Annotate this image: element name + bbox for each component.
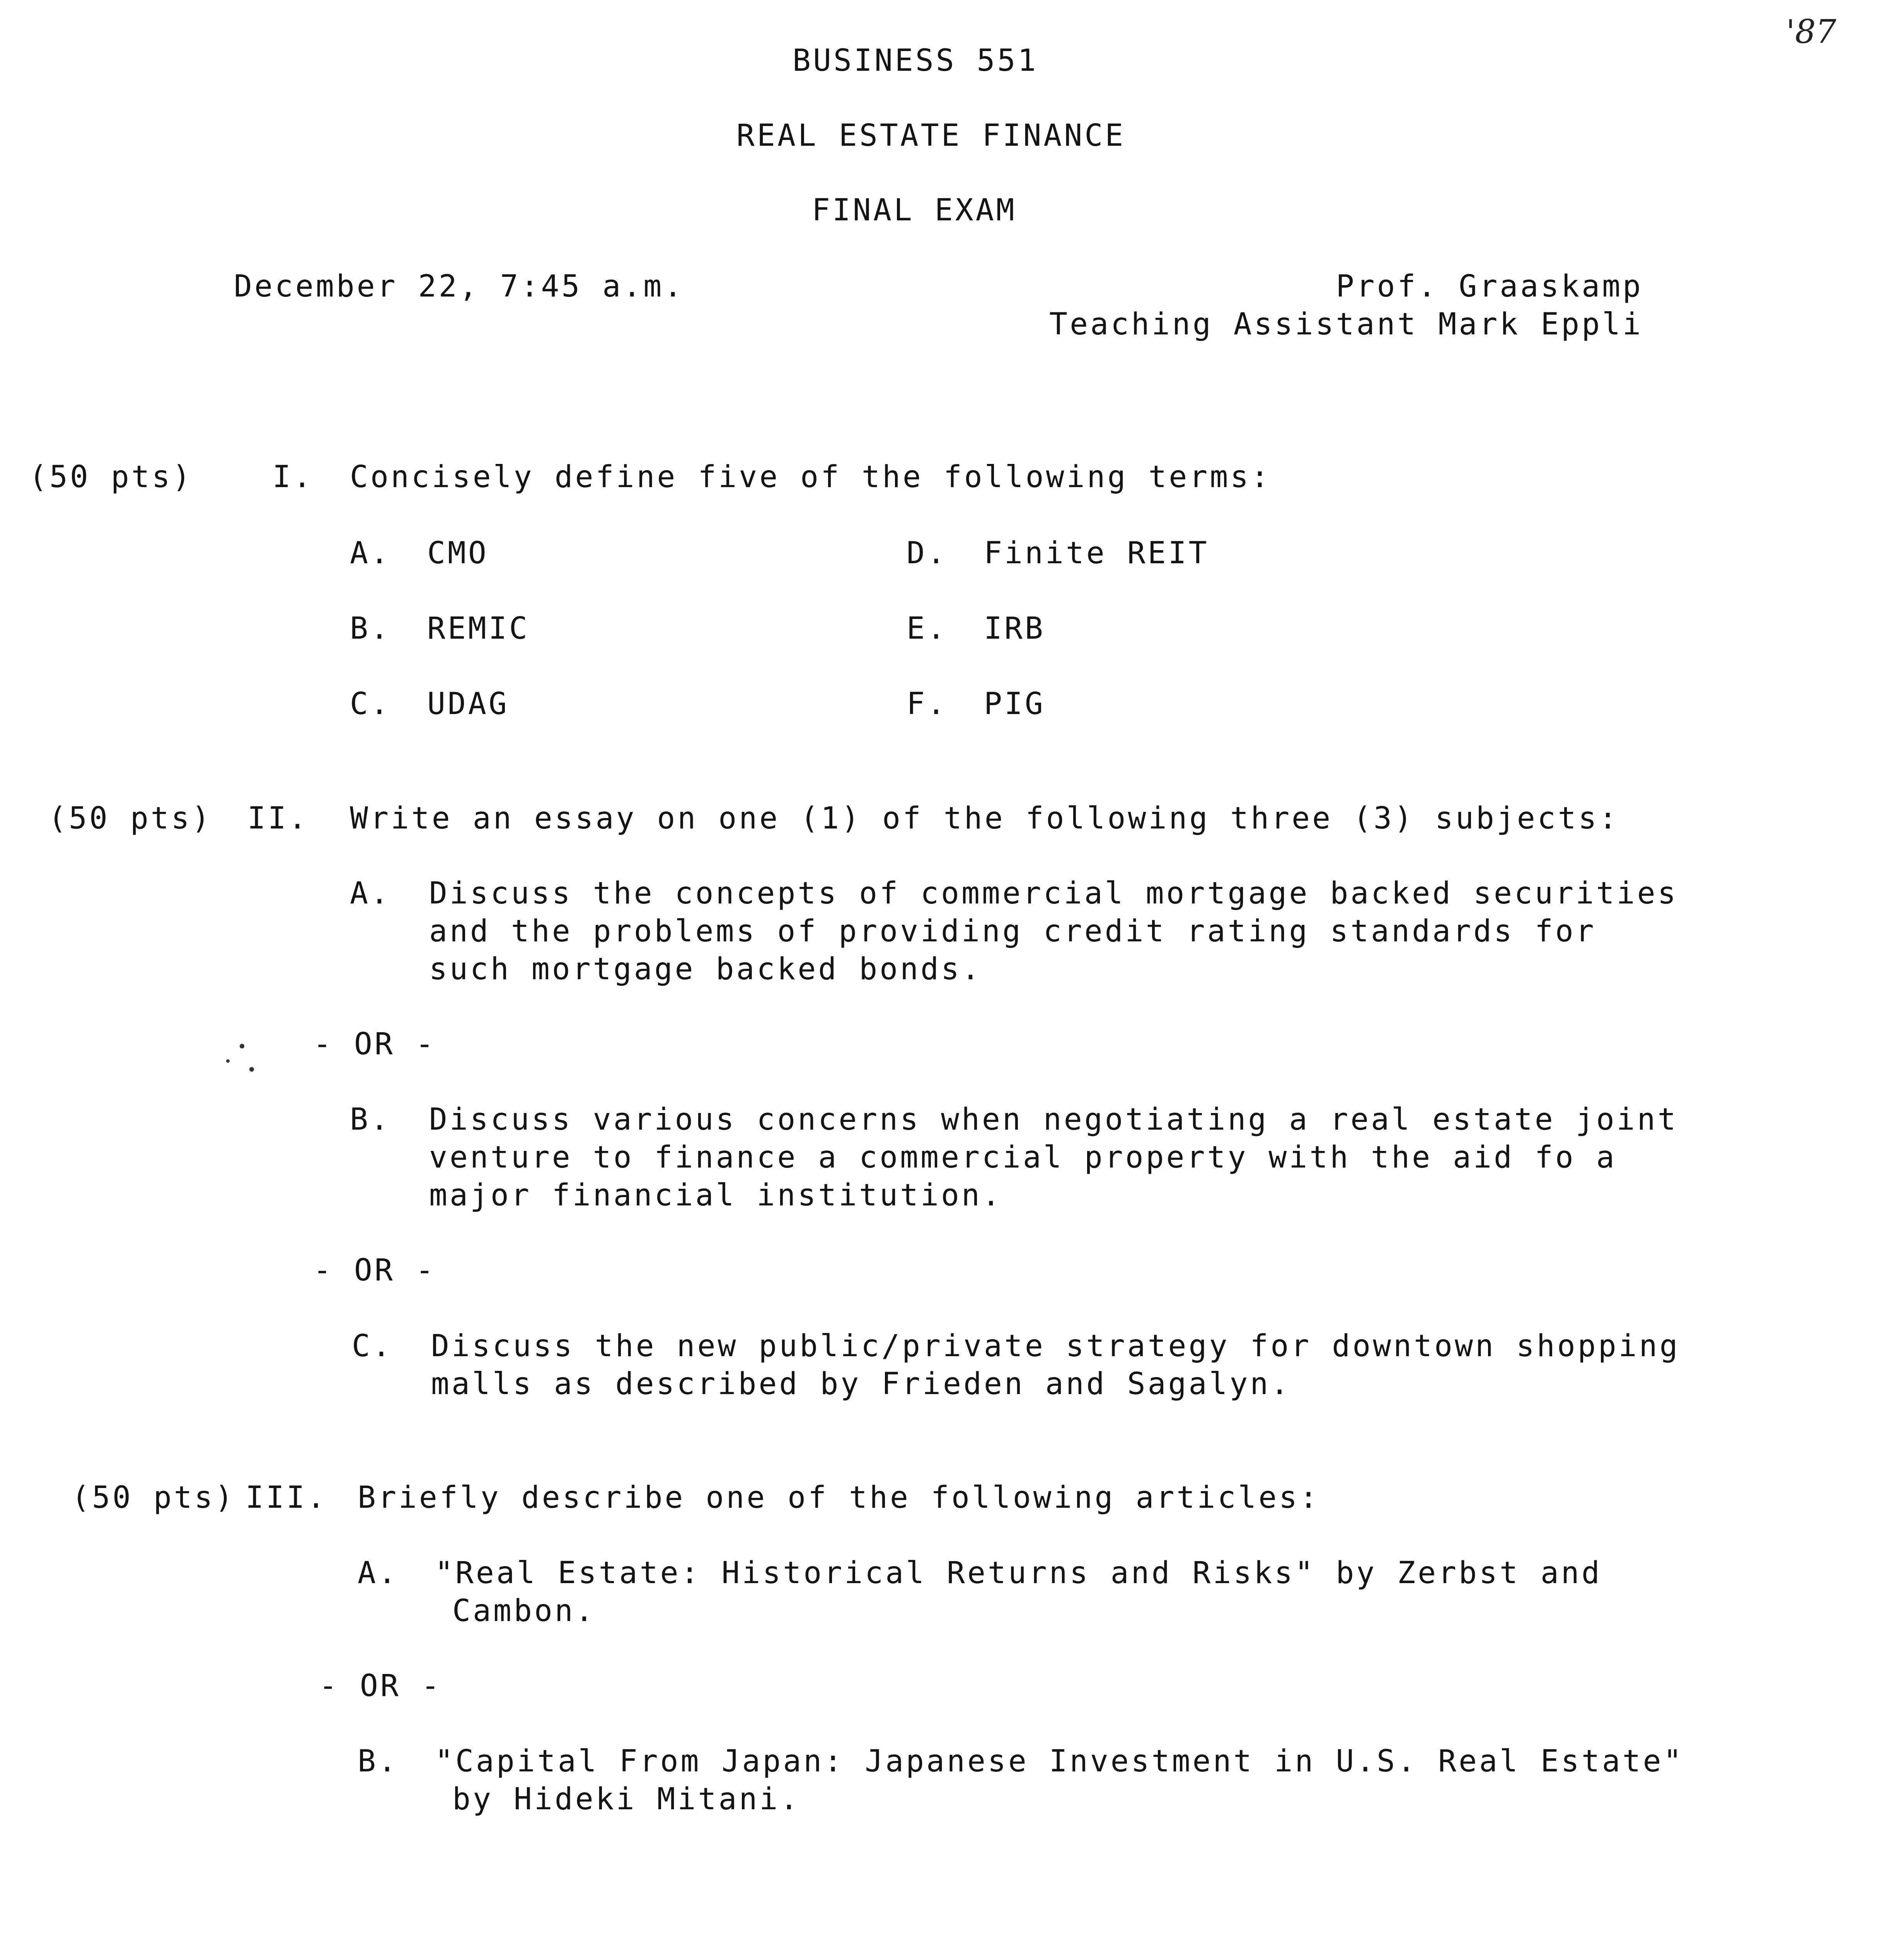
section-2-points: (50 pts) <box>48 801 212 836</box>
section-3-prompt: Briefly describe one of the following articles: <box>358 1480 1320 1515</box>
professor-name: Prof. Graaskamp <box>1336 269 1643 304</box>
or-separator: - OR - <box>313 1027 436 1062</box>
essay-option-letter: C. <box>352 1329 393 1364</box>
term-finite-reit: Finite REIT <box>984 536 1209 571</box>
ink-speck <box>249 1067 254 1072</box>
article-option-letter: A. <box>358 1556 399 1590</box>
section-2-numeral: II. <box>247 801 309 836</box>
term-remic: REMIC <box>427 611 530 646</box>
section-1-points: (50 pts) <box>29 460 193 494</box>
exam-title: FINAL EXAM <box>812 193 1017 228</box>
teaching-assistant: Teaching Assistant Mark Eppli <box>1049 307 1643 342</box>
essay-option-b-line: venture to finance a commercial property with the aid fo a <box>429 1140 1617 1175</box>
handwritten-year-note: '87 <box>1786 13 1836 51</box>
article-option-a-line: Cambon. <box>452 1594 596 1628</box>
essay-option-a-line: such mortgage backed bonds. <box>429 952 982 987</box>
section-3-points: (50 pts) <box>72 1480 235 1515</box>
section-3-numeral: III. <box>245 1480 327 1515</box>
article-option-b-line: by Hideki Mitani. <box>452 1782 801 1817</box>
course-title: REAL ESTATE FINANCE <box>736 118 1126 153</box>
term-letter: F. <box>907 687 948 721</box>
term-letter: C. <box>350 687 391 721</box>
course-number: BUSINESS 551 <box>793 43 1038 78</box>
essay-option-letter: A. <box>350 876 391 911</box>
section-1-prompt: Concisely define five of the following terms: <box>350 460 1272 494</box>
essay-option-c-line: malls as described by Frieden and Sagalyn. <box>431 1367 1291 1401</box>
article-option-b-line: "Capital From Japan: Japanese Investment in U.S. Real Estate" <box>435 1744 1684 1779</box>
section-2-prompt: Write an essay on one (1) of the following three (3) subjects: <box>350 801 1619 836</box>
term-letter: E. <box>907 611 948 646</box>
term-irb: IRB <box>984 611 1045 646</box>
article-option-letter: B. <box>358 1744 399 1779</box>
essay-option-a-line: and the problems of providing credit rating standards for <box>429 914 1596 949</box>
term-cmo: CMO <box>427 536 489 571</box>
term-udag: UDAG <box>427 687 509 721</box>
article-option-a-line: "Real Estate: Historical Returns and Risks" by Zerbst and <box>435 1556 1602 1590</box>
exam-date: December 22, 7:45 a.m. <box>234 269 685 304</box>
section-1-numeral: I. <box>273 460 314 494</box>
term-pig: PIG <box>984 687 1045 721</box>
term-letter: B. <box>350 611 391 646</box>
essay-option-b-line: major financial institution. <box>429 1178 1002 1213</box>
essay-option-c-line: Discuss the new public/private strategy for downtown shopping <box>431 1329 1680 1364</box>
essay-option-b-line: Discuss various concerns when negotiating a real estate joint <box>429 1102 1678 1137</box>
essay-option-a-line: Discuss the concepts of commercial mortgage backed securities <box>429 876 1678 911</box>
ink-speck <box>240 1044 244 1048</box>
or-separator: - OR - <box>313 1253 436 1288</box>
term-letter: A. <box>350 536 391 571</box>
ink-speck <box>226 1059 230 1063</box>
essay-option-letter: B. <box>350 1102 391 1137</box>
term-letter: D. <box>907 536 948 571</box>
or-separator: - OR - <box>319 1669 442 1703</box>
